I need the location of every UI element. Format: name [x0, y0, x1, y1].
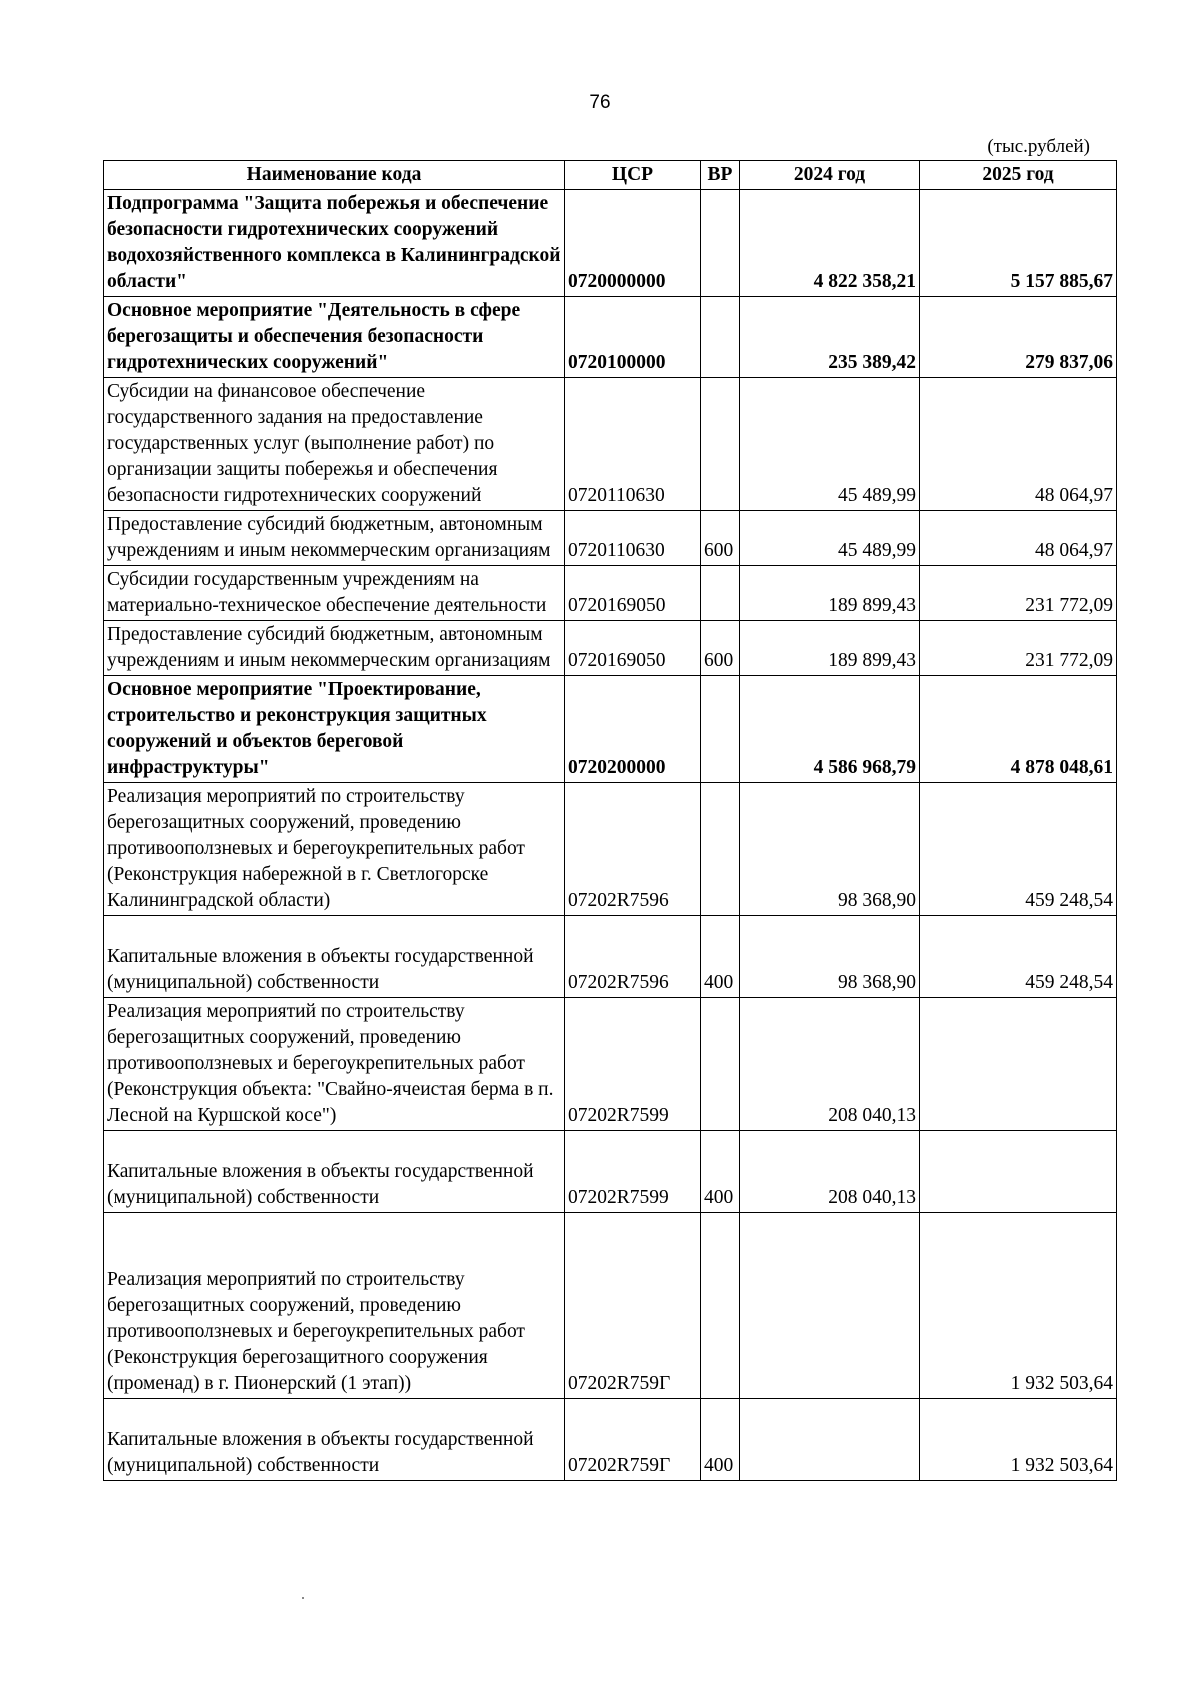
row-name: Капитальные вложения в объекты государственной (муниципальной) собственности — [104, 1131, 565, 1213]
row-code: 0720100000 — [565, 297, 701, 378]
row-name: Основное мероприятие "Деятельность в сфере берегозащиты и обеспечения безопасности гидротехнических сооружений" — [104, 297, 565, 378]
table-row — [104, 378, 1117, 511]
units-label: (тыс.рублей) — [987, 136, 1090, 157]
table-row — [104, 1399, 1117, 1481]
row-2025: 5 157 885,67 — [920, 190, 1117, 297]
row-vr — [701, 676, 740, 783]
row-name: Реализация мероприятий по строительству берегозащитных сооружений, проведению противооползневых и берегоукрепительных работ (Реконструкция объекта: "Свайно-ячеистая берма в п. Лесной на Куршской косе") — [104, 998, 565, 1131]
row-2025: 231 772,09 — [920, 621, 1117, 676]
row-2024: 98 368,90 — [740, 916, 920, 998]
table-row — [104, 190, 1117, 297]
table-row — [104, 511, 1117, 566]
row-vr: 400 — [701, 1399, 740, 1481]
table-row — [104, 621, 1117, 676]
header-code: ЦСР — [565, 161, 701, 190]
row-2024: 98 368,90 — [740, 783, 920, 916]
row-2024: 4 822 358,21 — [740, 190, 920, 297]
row-2025: 1 932 503,64 — [920, 1399, 1117, 1481]
row-name: Реализация мероприятий по строительству берегозащитных сооружений, проведению противооползневых и берегоукрепительных работ (Реконструкция набережной в г. Светлогорске Калининградской области) — [104, 783, 565, 916]
row-2025: 231 772,09 — [920, 566, 1117, 621]
row-code: 0720110630 — [565, 511, 701, 566]
row-2024: 208 040,13 — [740, 998, 920, 1131]
row-name: Предоставление субсидий бюджетным, автономным учреждениям и иным некоммерческим организациям — [104, 621, 565, 676]
row-2024: 208 040,13 — [740, 1131, 920, 1213]
row-2024 — [740, 1399, 920, 1481]
row-2024: 4 586 968,79 — [740, 676, 920, 783]
header-name: Наименование кода — [104, 161, 565, 190]
row-2025 — [920, 998, 1117, 1131]
row-vr: 400 — [701, 1131, 740, 1213]
row-2025: 279 837,06 — [920, 297, 1117, 378]
row-code: 07202R759Г — [565, 1213, 701, 1399]
row-code: 0720169050 — [565, 566, 701, 621]
row-name: Капитальные вложения в объекты государственной (муниципальной) собственности — [104, 1399, 565, 1481]
row-2024: 45 489,99 — [740, 378, 920, 511]
row-2024: 45 489,99 — [740, 511, 920, 566]
table-row — [104, 1131, 1117, 1213]
row-code: 0720110630 — [565, 378, 701, 511]
row-2025: 48 064,97 — [920, 511, 1117, 566]
table-row — [104, 916, 1117, 998]
row-name: Субсидии государственным учреждениям на материально-техническое обеспечение деятельности — [104, 566, 565, 621]
row-name: Капитальные вложения в объекты государственной (муниципальной) собственности — [104, 916, 565, 998]
row-code: 07202R7599 — [565, 998, 701, 1131]
row-2025 — [920, 1131, 1117, 1213]
scan-speck — [302, 1597, 304, 1599]
row-2025: 1 932 503,64 — [920, 1213, 1117, 1399]
table-row — [104, 676, 1117, 783]
table-row — [104, 297, 1117, 378]
table-row — [104, 1213, 1117, 1399]
row-code: 0720200000 — [565, 676, 701, 783]
header-2025: 2025 год — [920, 161, 1117, 190]
row-2024: 189 899,43 — [740, 566, 920, 621]
page-number: 76 — [589, 92, 611, 113]
row-2024 — [740, 1213, 920, 1399]
row-2025: 4 878 048,61 — [920, 676, 1117, 783]
header-vr: ВР — [701, 161, 740, 190]
row-vr: 600 — [701, 511, 740, 566]
row-name: Субсидии на финансовое обеспечение государственного задания на предоставление государственных услуг (выполнение работ) по организации защиты побережья и обеспечения безопасности гидротехнических сооружений — [104, 378, 565, 511]
row-2025: 459 248,54 — [920, 916, 1117, 998]
row-2024: 189 899,43 — [740, 621, 920, 676]
row-name: Основное мероприятие "Проектирование, строительство и реконструкция защитных сооружений и объектов береговой инфраструктуры" — [104, 676, 565, 783]
row-code: 07202R7596 — [565, 783, 701, 916]
row-vr: 600 — [701, 621, 740, 676]
row-2024: 235 389,42 — [740, 297, 920, 378]
row-code: 07202R7599 — [565, 1131, 701, 1213]
row-vr: 400 — [701, 916, 740, 998]
row-vr — [701, 297, 740, 378]
row-name: Предоставление субсидий бюджетным, автономным учреждениям и иным некоммерческим организациям — [104, 511, 565, 566]
row-vr — [701, 783, 740, 916]
header-2024: 2024 год — [740, 161, 920, 190]
row-vr — [701, 190, 740, 297]
row-code: 07202R7596 — [565, 916, 701, 998]
row-code: 0720169050 — [565, 621, 701, 676]
table-row — [104, 783, 1117, 916]
row-vr — [701, 998, 740, 1131]
row-name: Реализация мероприятий по строительству берегозащитных сооружений, проведению противооползневых и берегоукрепительных работ (Реконструкция берегозащитного сооружения (променад) в г. Пионерский (1 этап)) — [104, 1213, 565, 1399]
row-vr — [701, 566, 740, 621]
row-name: Подпрограмма "Защита побережья и обеспечение безопасности гидротехнических сооружений водохозяйственного комплекса в Калининградской области" — [104, 190, 565, 297]
table-row — [104, 566, 1117, 621]
table-row — [104, 998, 1117, 1131]
budget-table — [103, 160, 1117, 1481]
row-2025: 48 064,97 — [920, 378, 1117, 511]
row-code: 07202R759Г — [565, 1399, 701, 1481]
row-vr — [701, 1213, 740, 1399]
table-header-row — [104, 161, 1117, 190]
row-code: 0720000000 — [565, 190, 701, 297]
row-2025: 459 248,54 — [920, 783, 1117, 916]
row-vr — [701, 378, 740, 511]
